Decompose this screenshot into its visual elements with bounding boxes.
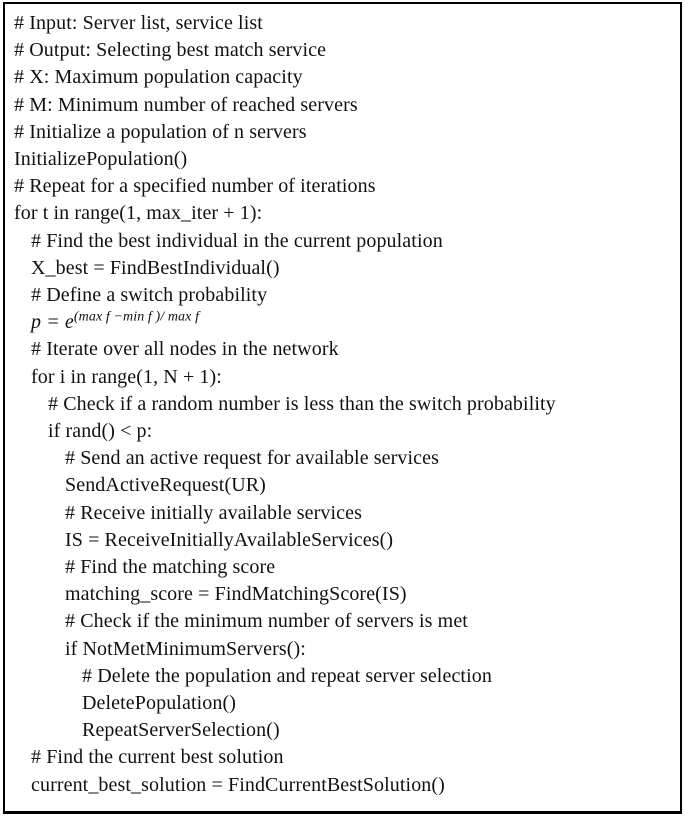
comment-line: # Check if a random number is less than the switch probability [48, 392, 556, 415]
code-line: X_best = FindBestIndividual() [31, 256, 280, 279]
comment-line: # Find the best individual in the current population [31, 229, 443, 252]
code-line: if NotMetMinimumServers(): [65, 637, 306, 660]
code-line: matching_score = FindMatchingScore(IS) [65, 583, 407, 606]
comment-line: # Check if the minimum number of servers is met [65, 610, 468, 633]
pseudocode-listing-box [3, 2, 682, 814]
comment-line: # Send an active request for available services [65, 447, 439, 470]
code-line: SendActiveRequest(UR) [65, 474, 266, 497]
comment-line: # M: Minimum number of reached servers [14, 93, 358, 116]
comment-line: # Iterate over all nodes in the network [31, 338, 339, 361]
comment-line: # Find the matching score [65, 556, 276, 579]
comment-line: # Input: Server list, service list [14, 12, 263, 34]
math-superscript: (max f −min f )/ max f [73, 309, 200, 325]
code-line: for i in range(1, N + 1): [31, 365, 222, 388]
comment-line: # Find the current best solution [31, 746, 284, 769]
math-expression-line [14, 309, 672, 336]
comment-line: # Receive initially available services [65, 501, 363, 524]
code-line: DeletePopulation() [82, 692, 236, 715]
comment-line: # Repeat for a specified number of iterations [14, 175, 376, 198]
code-line: for t in range(1, max_iter + 1): [14, 202, 263, 225]
comment-line: # X: Maximum population capacity [14, 66, 303, 89]
code-line: current_best_solution = FindCurrentBestSolution() [31, 773, 445, 796]
math-base: p = e [31, 311, 74, 334]
comment-line: # Output: Selecting best match service [14, 39, 327, 62]
comment-line: # Define a switch probability [31, 284, 268, 307]
comment-line: # Initialize a population of n servers [14, 120, 307, 143]
code-line: IS = ReceiveInitiallyAvailableServices() [65, 528, 394, 551]
code-line: if rand() < p: [48, 420, 153, 443]
code-line: RepeatServerSelection() [82, 719, 280, 742]
comment-line: # Delete the population and repeat server selection [82, 664, 492, 687]
code-line: InitializePopulation() [14, 148, 188, 171]
